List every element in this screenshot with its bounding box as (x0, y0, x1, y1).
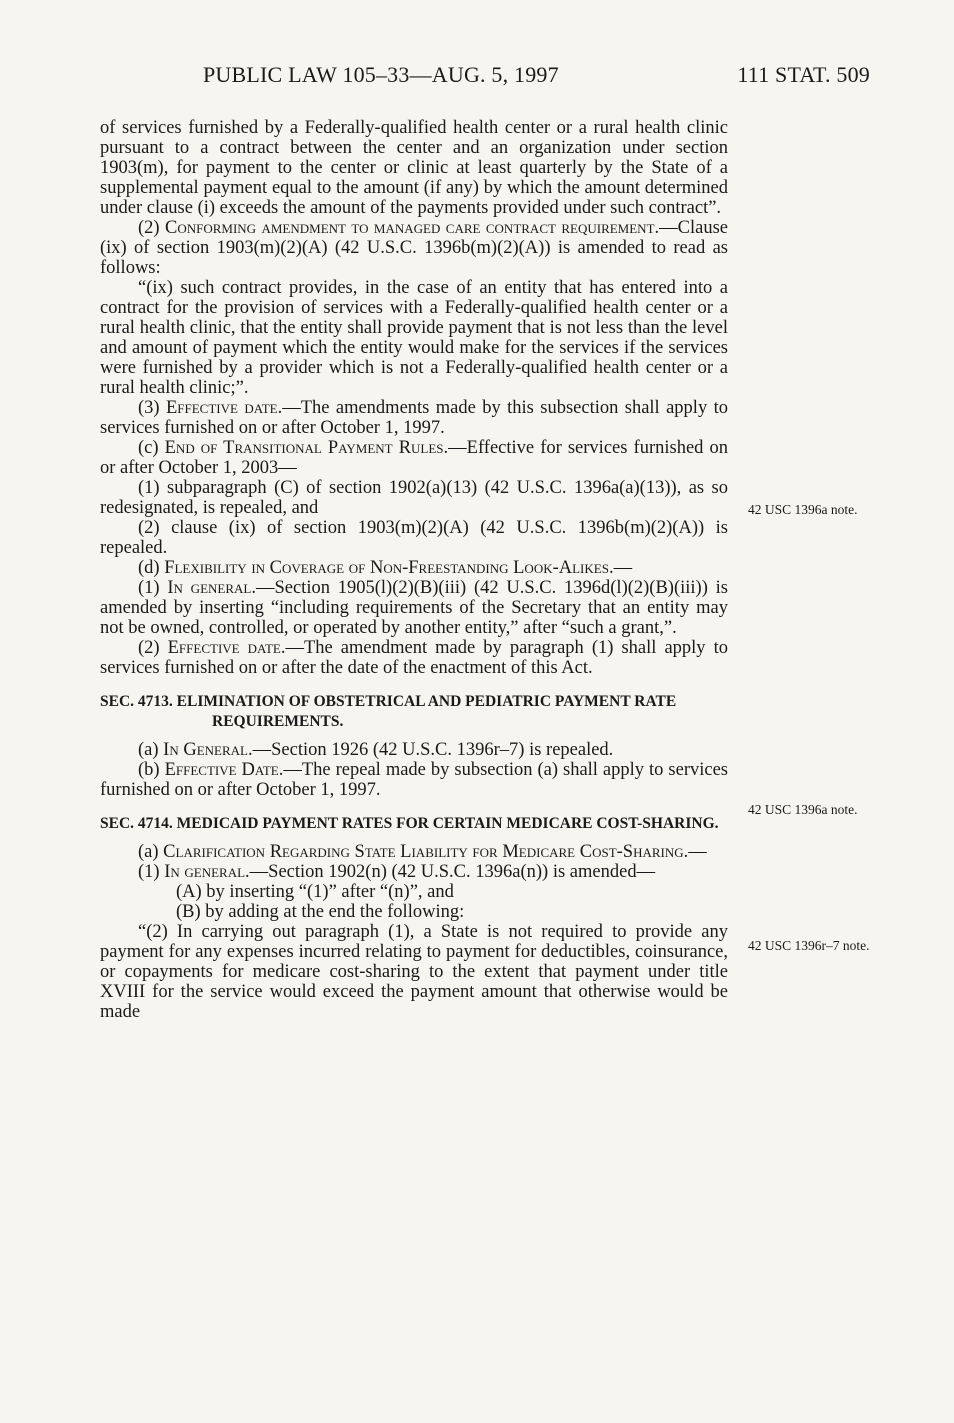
paragraph-effective-date: (2) Effective date.—The amendment made by paragraph (1) shall apply to services furnished on or after the date of the enactment of this Act. (100, 638, 728, 678)
paragraph-effective-date: (3) Effective date.—The amendments made by this subsection shall apply to services furnished on or after October 1, 1997. (100, 398, 728, 438)
subsection-heading: Clarification Regarding State Liability for Medicare Cost-Sharing. (163, 842, 689, 862)
document-body (100, 118, 728, 1022)
margin-note: 42 USC 1396r–7 note. (748, 938, 870, 953)
subparagraph: (B) by adding at the end the following: (176, 902, 465, 922)
section-heading-4714: SEC. 4714. MEDICAID PAYMENT RATES FOR CERTAIN MEDICARE COST-SHARING. (100, 815, 719, 832)
subsection-heading: Effective Date. (164, 760, 284, 780)
header-page-number: 111 STAT. 509 (737, 62, 870, 87)
section-heading-4713: SEC. 4713. ELIMINATION OF OBSTETRICAL AND PEDIATRIC PAYMENT RATE REQUIREMENTS. (100, 693, 677, 730)
paragraph: (2) clause (ix) of section 1903(m)(2)(A) (42 U.S.C. 1396b(m)(2)(A)) is repealed. (100, 518, 728, 558)
paragraph-heading: In general. (164, 862, 250, 882)
subsection-heading: End of Transitional Payment Rules. (164, 438, 449, 458)
quoted-paragraph: “(2) In carrying out paragraph (1), a State is not required to provide any payment for any expenses incurred relating to payment for deductibles, coinsurance, or copayments for medicare cost-sharing to the extent that payment under title XVIII for the service would exceed the payment amount that otherwise would be made (100, 922, 728, 1022)
paragraph-conforming-amendment: (2) Conforming amendment to managed care contract requirement.—Clause (ix) of section 1903(m)(2)(A) (42 U.S.C. 1396b(m)(2)(A)) is amended to read as follows: (100, 218, 728, 278)
quoted-clause-ix: “(ix) such contract provides, in the case of an entity that has entered into a contract for the provision of services with a Federally-qualified health center or a rural health clinic, that the entity shall provide payment that is not less than the level and amount of payment which the entity would make for the services if the services were furnished by a provider which is not a Federally-qualified health center or a rural health clinic;”. (100, 278, 728, 398)
paragraph-in-general: (1) In general.—Section 1902(n) (42 U.S.C. 1396a(n)) is amended— (138, 862, 656, 882)
header-title: PUBLIC LAW 105–33—AUG. 5, 1997 (203, 62, 559, 87)
subsection-d: (d) Flexibility in Coverage of Non-Freestanding Look-Alikes.— (138, 558, 633, 578)
subsection-a: (a) Clarification Regarding State Liability for Medicare Cost-Sharing.— (138, 842, 707, 862)
paragraph: of services furnished by a Federally-qualified health center or a rural health clinic pursuant to a contract between the center and an organization under section 1903(m), for payment to the center or clinic at least quarterly by the State of a supplemental payment equal to the amount (if any) by which the amount determined under clause (i) exceeds the amount of the payments provided under such contract”. (100, 118, 728, 218)
subsection-b: (b) Effective Date.—The repeal made by subsection (a) shall apply to services furnished on or after October 1, 1997. (100, 760, 729, 800)
subsection-heading: In General. (163, 740, 253, 760)
subparagraph: (A) by inserting “(1)” after “(n)”, and (176, 882, 454, 902)
margin-note: 42 USC 1396a note. (748, 802, 858, 817)
paragraph: (1) subparagraph (C) of section 1902(a)(13) (42 U.S.C. 1396a(a)(13)), as so redesignated, is repealed, and (100, 478, 728, 518)
paragraph-heading: Effective date. (167, 638, 286, 658)
paragraph-in-general: (1) In general.—Section 1905(l)(2)(B)(iii) (42 U.S.C. 1396d(l)(2)(B)(iii)) is amended by inserting “including requirements of the Secretary that an entity may not be owned, controlled, or operated by another entity,” after “such a grant,”. (100, 578, 728, 638)
paragraph-heading: Effective date. (165, 398, 283, 418)
subsection-c: (c) End of Transitional Payment Rules.—Effective for services furnished on or after October 1, 2003— (100, 438, 728, 478)
margin-note: 42 USC 1396a note. (748, 502, 858, 517)
paragraph-heading: Conforming amendment to managed care contract requirement. (165, 218, 660, 238)
subsection-heading: Flexibility in Coverage of Non-Freestanding Look-Alikes. (164, 558, 614, 578)
paragraph-heading: In general. (167, 578, 256, 598)
subsection-a: (a) In General.—Section 1926 (42 U.S.C. 1396r–7) is repealed. (138, 740, 614, 760)
